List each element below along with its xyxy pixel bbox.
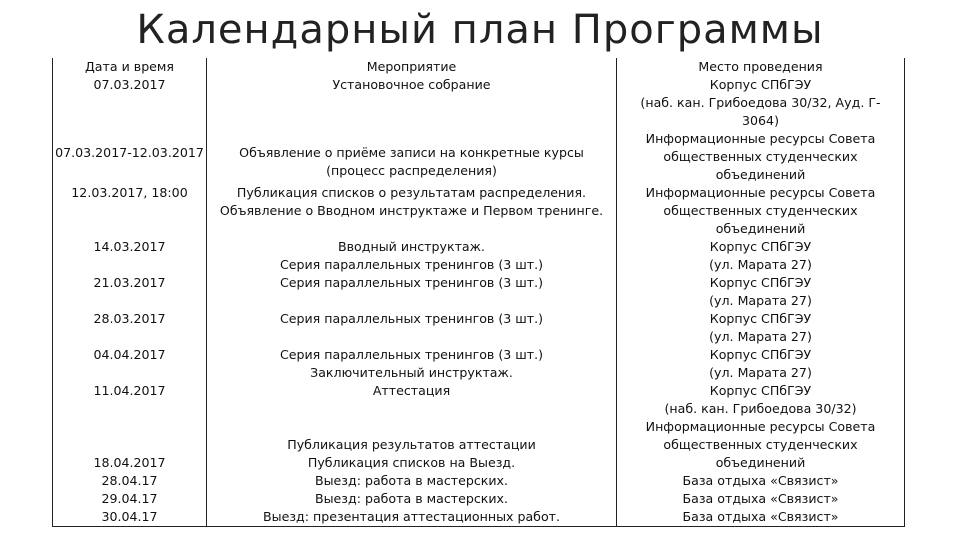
event-cell [207, 184, 617, 238]
date-cell [53, 310, 207, 346]
date-cell-line: 28.03.2017 [93, 311, 166, 326]
event-cell [207, 76, 617, 130]
table-row [53, 274, 905, 310]
calendar-plan-table [52, 58, 905, 527]
slide-title: Календарный план Программы [136, 7, 824, 53]
event-cell [207, 418, 617, 472]
place-cell-line: (ул. Марата 27) [709, 329, 812, 344]
table-row [53, 418, 905, 472]
date-cell-line: 29.04.17 [101, 491, 158, 506]
header-date: Дата и время [53, 58, 207, 76]
event-cell-line: Серия параллельных тренингов (3 шт.) [279, 347, 544, 362]
date-cell [53, 238, 207, 274]
event-cell-line: Объявление о приёме записи на конкретные курсы [239, 145, 584, 160]
place-cell-line: Корпус СПбГЭУ [709, 77, 812, 92]
date-cell-line: 14.03.2017 [93, 239, 166, 254]
event-cell [207, 382, 617, 418]
place-cell-line: База отдыха «Связист» [682, 473, 839, 488]
event-cell-line: Аттестация [372, 383, 451, 398]
place-cell-line: общественных студенческих [663, 437, 858, 452]
event-cell-line: Выезд: работа в мастерских. [314, 491, 509, 506]
event-cell-line: (процесс распределения) [326, 163, 497, 178]
table-header-row [53, 58, 905, 76]
table-row [53, 76, 905, 130]
date-cell [53, 76, 207, 130]
date-cell [53, 184, 207, 238]
place-cell-line: База отдыха «Связист» [682, 491, 839, 506]
table-row [53, 130, 905, 184]
place-cell [617, 346, 905, 382]
table-body [53, 58, 905, 527]
date-cell-line: 07.03.2017 [93, 77, 166, 92]
event-cell-line: Установочное собрание [332, 77, 491, 92]
place-cell-line: Корпус СПбГЭУ [709, 347, 812, 362]
date-cell-line: 12.03.2017, 18:00 [71, 185, 188, 200]
place-cell-line: Корпус СПбГЭУ [709, 275, 812, 290]
date-cell-line: 04.04.2017 [93, 347, 166, 362]
date-cell-line: 11.04.2017 [93, 383, 166, 398]
event-cell [207, 130, 617, 184]
place-cell [617, 76, 905, 130]
date-cell-line: 28.04.17 [101, 473, 158, 488]
place-cell-line: (ул. Марата 27) [709, 365, 812, 380]
event-cell-line: Публикация списков на Выезд. [307, 455, 516, 470]
place-cell [617, 184, 905, 238]
place-cell-line: Корпус СПбГЭУ [709, 383, 812, 398]
place-cell-line: объединений [715, 221, 806, 236]
table-row [53, 382, 905, 418]
place-cell-line: (ул. Марата 27) [709, 293, 812, 308]
place-cell [617, 418, 905, 472]
place-cell-line: объединений [715, 455, 806, 470]
date-cell-line: 21.03.2017 [93, 275, 166, 290]
place-cell-line: База отдыха «Связист» [682, 509, 839, 524]
event-cell-line: Выезд: презентация аттестационных работ. [263, 509, 560, 524]
header-event: Мероприятие [207, 58, 617, 76]
table-row [53, 310, 905, 346]
place-cell-line: объединений [715, 167, 806, 182]
date-cell [53, 130, 207, 184]
place-cell-line: Корпус СПбГЭУ [709, 239, 812, 254]
table-row [53, 238, 905, 274]
place-cell-line: (наб. кан. Грибоедова 30/32, Ауд. Г- [640, 95, 881, 110]
header-place: Место проведения [617, 58, 905, 76]
place-cell-line: (наб. кан. Грибоедова 30/32) [664, 401, 857, 416]
date-cell-line: 30.04.17 [101, 509, 158, 524]
place-cell-line: (ул. Марата 27) [709, 257, 812, 272]
place-cell [617, 310, 905, 346]
place-cell [617, 382, 905, 418]
place-cell [617, 130, 905, 184]
place-cell [617, 472, 905, 527]
event-cell-line: Серия параллельных тренингов (3 шт.) [279, 275, 544, 290]
event-cell-line: Публикация результатов аттестации [287, 437, 536, 452]
event-cell-line: Серия параллельных тренингов (3 шт.) [279, 257, 544, 272]
date-cell [53, 472, 207, 527]
event-cell [207, 346, 617, 382]
place-cell-line: общественных студенческих [663, 149, 858, 164]
date-cell [53, 346, 207, 382]
event-cell-line: Выезд: работа в мастерских. [314, 473, 509, 488]
event-cell [207, 274, 617, 310]
event-cell-line: Серия параллельных тренингов (3 шт.) [279, 311, 544, 326]
date-cell-line: 07.03.2017-12.03.2017 [55, 145, 204, 160]
place-cell-line: Корпус СПбГЭУ [709, 311, 812, 326]
place-cell-line: Информационные ресурсы Совета [645, 131, 876, 146]
event-cell [207, 310, 617, 346]
event-cell-line: Вводный инструктаж. [338, 239, 485, 254]
event-cell-line: Заключительный инструктаж. [310, 365, 513, 380]
date-cell [53, 382, 207, 418]
table-row [53, 184, 905, 238]
place-cell [617, 238, 905, 274]
event-cell-line: Публикация списков о результатам распределения. [236, 185, 587, 200]
date-cell-line: 18.04.2017 [93, 455, 166, 470]
event-cell [207, 472, 617, 527]
place-cell-line: 3064) [742, 113, 779, 128]
date-cell [53, 274, 207, 310]
place-cell [617, 274, 905, 310]
date-cell [53, 418, 207, 472]
place-cell-line: Информационные ресурсы Совета [645, 419, 876, 434]
table-row [53, 346, 905, 382]
place-cell-line: общественных студенческих [663, 203, 858, 218]
event-cell-line: Объявление о Вводном инструктаже и Первом тренинге. [219, 203, 604, 218]
event-cell [207, 238, 617, 274]
table-row [53, 472, 905, 527]
place-cell-line: Информационные ресурсы Совета [645, 185, 876, 200]
